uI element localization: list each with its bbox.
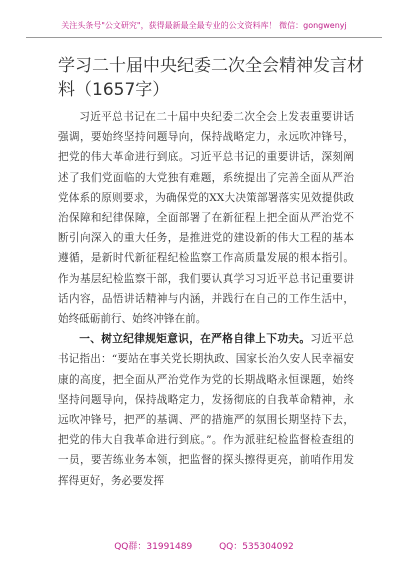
document-body (58, 107, 354, 491)
paragraph-text: 习近平总书记指出：“要站在事关党长期执政、国家长治久安人民幸福安康的高度，把全面从严治党作为党的长期战略永恒课题，始终坚持问题导向，保持战略定力，发扬彻底的自我革命精神，永远吹冲锋号，把严的基调、严的措施严的氛围长期坚持下去，把党的伟大自我革命进行到底。”。作为派驻纪检监督检查组的一员，要苦练业务本领，把监督的探头擦得更亮，前哨作用发挥得更好，务必要发挥 (58, 333, 355, 487)
paragraph (58, 107, 354, 329)
paragraph-lead: 一、树立纪律规矩意识，在严格自律上下功夫。 (79, 333, 311, 346)
paragraph (58, 329, 354, 491)
page-footer (0, 539, 408, 552)
paragraph-text: 习近平总书记在二十届中央纪委二次全会上发表重要讲话强调，要始终坚持问题导向，保持战略定力，永远吹冲锋号，把党的伟大革命进行到底。习近平总书记的重要讲话，深刻阐述了我们党面临的大党独有难题，系统提出了完善全面从严治党体系的原则要求，为确保党的XX大决策部署落实见效提供政治保障和纪律保障，全面部署了在新征程上把全面从严治党不断引向深入的重大任务，是推进党的建设新的伟大工程的基本遵循，是新时代新征程纪检监察工作高质量发展的根本指引。作为基层纪检监察干部，我们要认真学习习近平总书记重要讲话内容，品悟讲话精神与内涵，并践行在自己的工作生活中，始终砥砺前行、始终冲锋在前。 (58, 111, 354, 326)
document-title: 学习二十届中央纪委二次全会精神发言材料（1657字） (58, 56, 364, 100)
page-header: 关注头条号"公文研究"，获得最新最全最专业的公文资料库！ 微信：gongwenyj (61, 21, 347, 30)
footer-qq: QQ：535304092 (219, 542, 294, 552)
footer-qq-group: QQ群：31991489 (114, 542, 193, 552)
header-divider (26, 37, 382, 38)
